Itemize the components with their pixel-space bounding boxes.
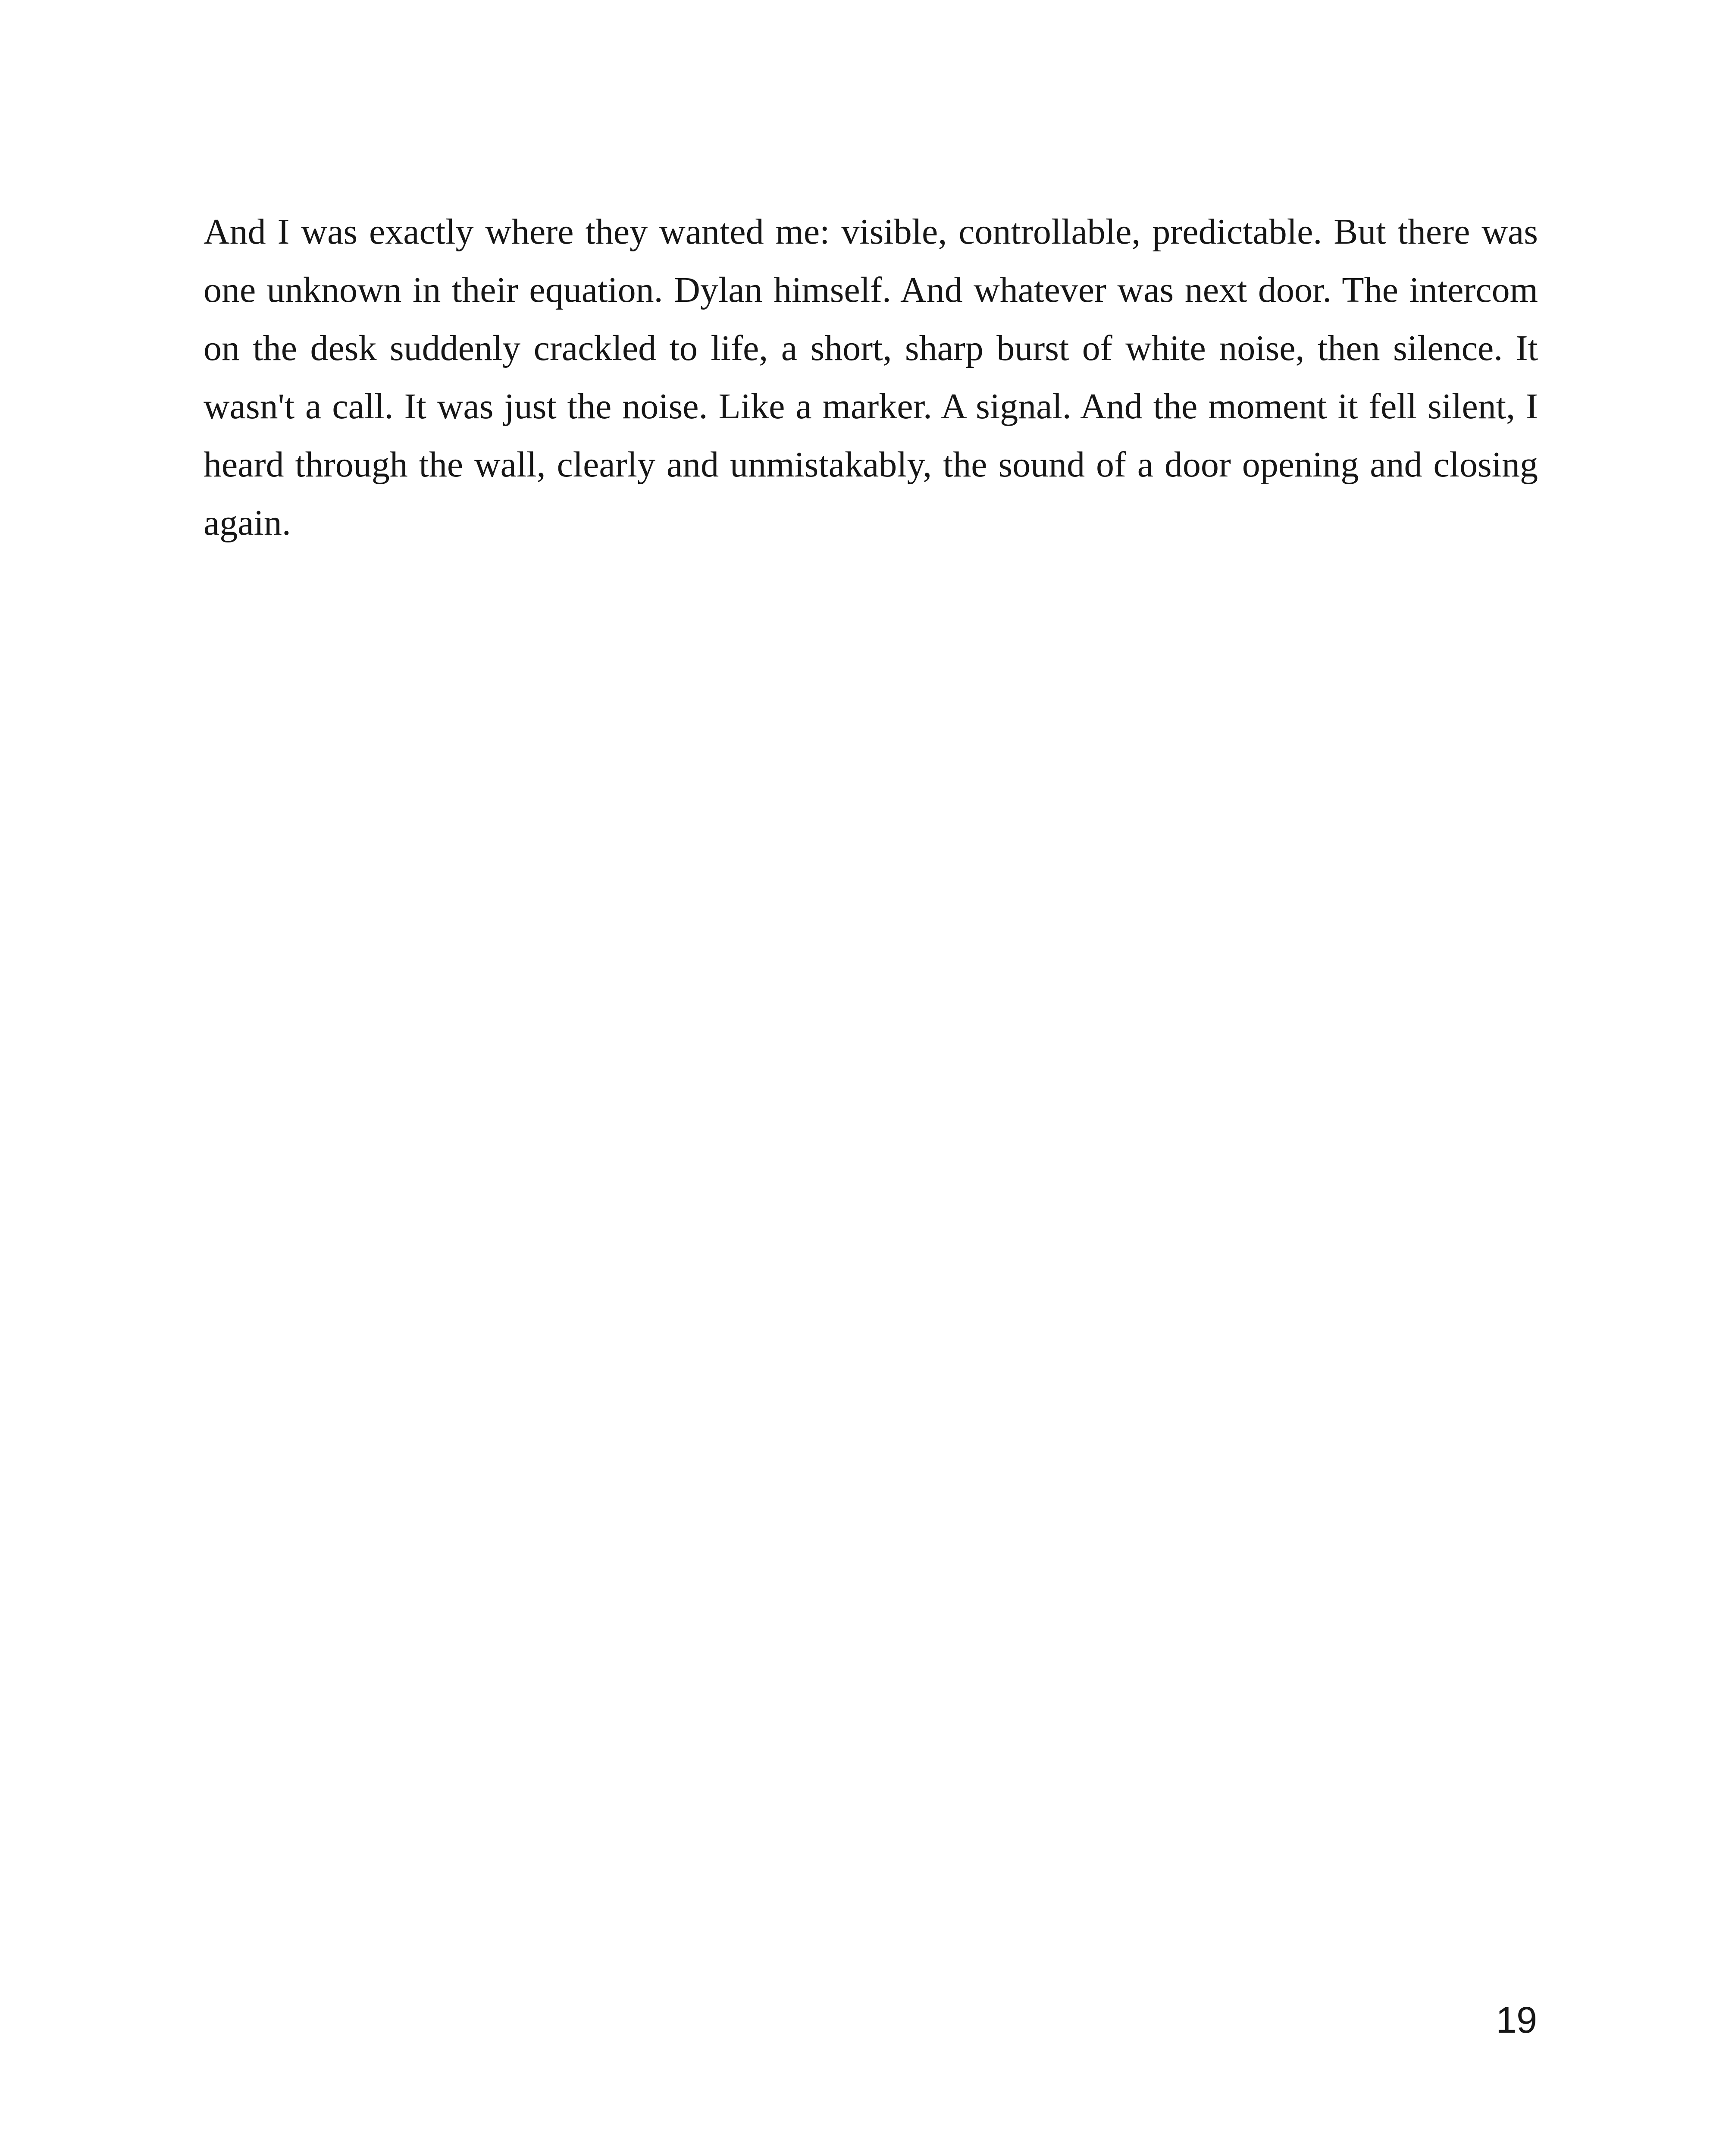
body-paragraph: And I was exactly where they wanted me: visible, controllable, predictable. But there was one unknown in their equation. Dylan himself. And whatever was next door. The intercom on the desk suddenly crackled to life, a short, sharp burst of white noise, then silence. It wasn't a call. It was just the noise. Like a marker. A signal. And the moment it fell silent, I heard through the wall, clearly and unmistakably, the sound of a door opening and closing again. bbox=[204, 212, 1538, 543]
page-number: 19 bbox=[1496, 1999, 1537, 2041]
